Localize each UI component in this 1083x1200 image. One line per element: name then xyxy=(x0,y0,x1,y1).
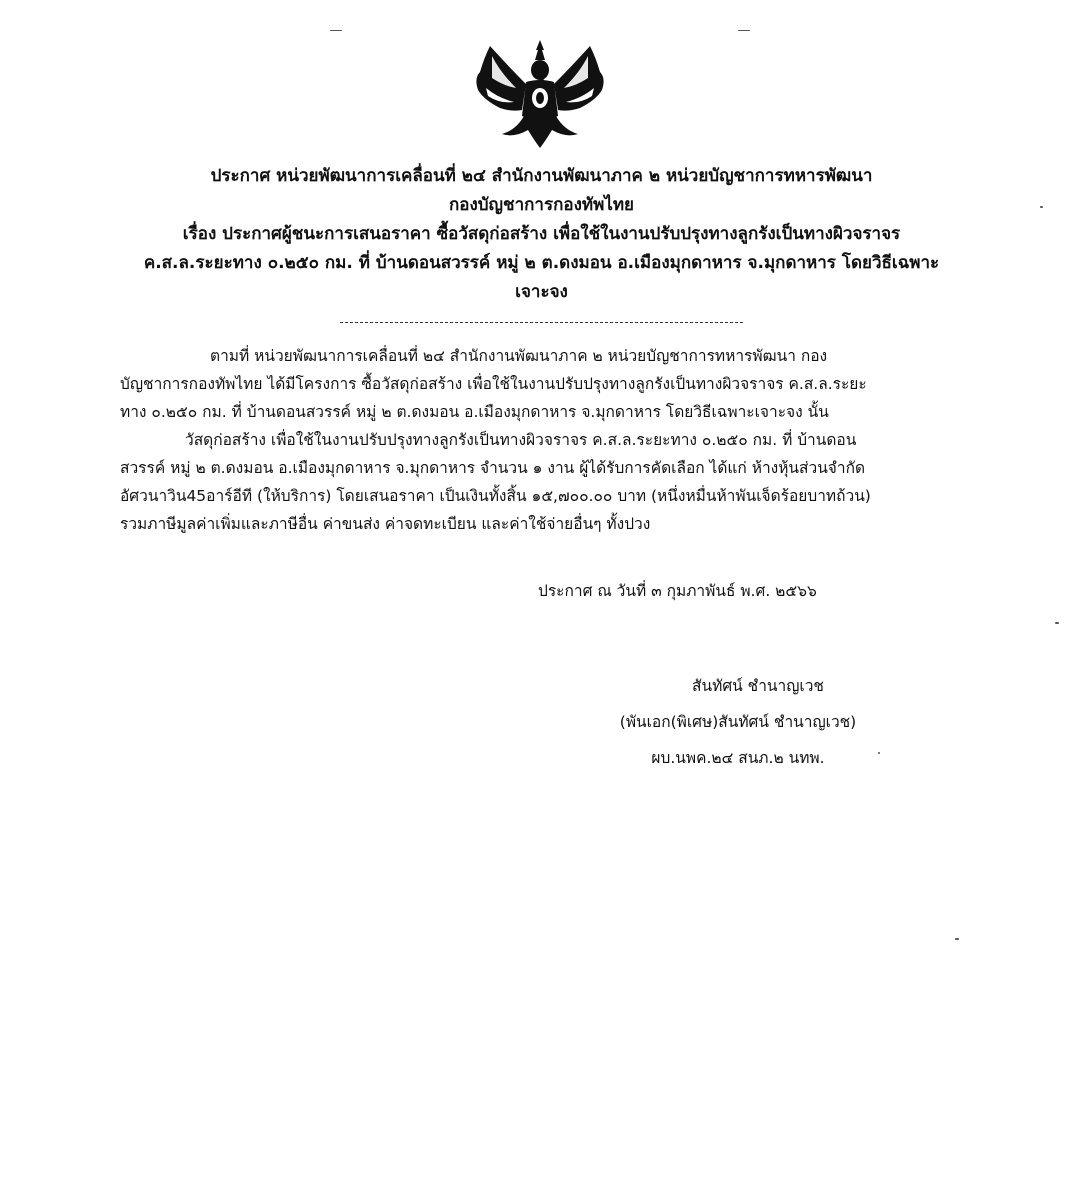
scan-speck xyxy=(878,752,880,754)
scan-speck xyxy=(738,30,750,31)
scan-speck xyxy=(1055,622,1059,624)
signature-name: สันทัศน์ ชำนาญเวช xyxy=(692,677,824,695)
paragraph-1-line-1: ตามที่ หน่วยพัฒนาการเคลื่อนที่ ๒๔ สำนักงานพัฒนาภาค ๒ หน่วยบัญชาการทหารพัฒนา กอง xyxy=(210,347,828,365)
announcement-body xyxy=(120,342,960,538)
paragraph-1-line-2: บัญชาการกองทัพไทย ได้มีโครงการ ซื้อวัสดุก่อสร้าง เพื่อใช้ในงานปรับปรุงทางลูกรังเป็นทางผิวจราจร ค.ส.ล.ระยะ xyxy=(120,375,867,393)
garuda-emblem-icon xyxy=(470,38,610,150)
signature-full-name: (พันเอก(พิเศษ)สันทัศน์ ชำนาญเวช) xyxy=(619,713,857,731)
signature-position: ผบ.นพค.๒๔ สนภ.๒ นทพ. xyxy=(651,749,825,767)
paragraph-1-line-3: ทาง ๐.๒๕๐ กม. ที่ บ้านดอนสวรรค์ หมู่ ๒ ต.ดงมอน อ.เมืองมุกดาหาร จ.มุกดาหาร โดยวิธีเฉพาะเจาะจง นั้น xyxy=(120,403,829,421)
announcement-header xyxy=(120,162,963,307)
signature-block xyxy=(588,668,888,776)
scan-speck xyxy=(955,938,959,940)
header-subject-line-3: เจาะจง xyxy=(515,282,568,302)
scan-speck xyxy=(330,30,342,31)
divider-line xyxy=(340,322,743,323)
paragraph-2-line-4: รวมภาษีมูลค่าเพิ่มและภาษีอื่น ค่าขนส่ง ค่าจดทะเบียน และค่าใช้จ่ายอื่นๆ ทั้งปวง xyxy=(120,515,651,533)
scan-speck xyxy=(1040,206,1043,208)
announcement-date: ประกาศ ณ วันที่ ๓ กุมภาพันธ์ พ.ศ. ๒๕๖๖ xyxy=(538,582,817,600)
paragraph-2-line-1: วัสดุก่อสร้าง เพื่อใช้ในงานปรับปรุงทางลูกรังเป็นทางผิวจราจร ค.ส.ล.ระยะทาง ๐.๒๕๐ กม. ที่ บ้านดอน xyxy=(185,431,857,449)
header-line-2: กองบัญชาการกองทัพไทย xyxy=(448,195,635,215)
header-subject-line-1: เรื่อง ประกาศผู้ชนะการเสนอราคา ซื้อวัสดุก่อสร้าง เพื่อใช้ในงานปรับปรุงทางลูกรังเป็นทางผิวจราจร xyxy=(182,224,901,244)
header-line-1: ประกาศ หน่วยพัฒนาการเคลื่อนที่ ๒๔ สำนักงานพัฒนาภาค ๒ หน่วยบัญชาการทหารพัฒนา xyxy=(210,166,873,186)
paragraph-2-line-2: สวรรค์ หมู่ ๒ ต.ดงมอน อ.เมืองมุกดาหาร จ.มุกดาหาร จำนวน ๑ งาน ผู้ได้รับการคัดเลือก ได้แก่ ห้างหุ้นส่วนจำกัด xyxy=(120,459,866,477)
paragraph-2-line-3: อัศวนาวิน45อาร์อีที (ให้บริการ) โดยเสนอราคา เป็นเงินทั้งสิ้น ๑๕,๗๐๐.๐๐ บาท (หนึ่งหมื่นห้าพันเจ็ดร้อยบาทถ้วน) xyxy=(120,487,871,505)
header-subject-line-2: ค.ส.ล.ระยะทาง ๐.๒๕๐ กม. ที่ บ้านดอนสวรรค์ หมู่ ๒ ต.ดงมอน อ.เมืองมุกดาหาร จ.มุกดาหาร โดยวิธีเฉพาะ xyxy=(143,253,940,273)
